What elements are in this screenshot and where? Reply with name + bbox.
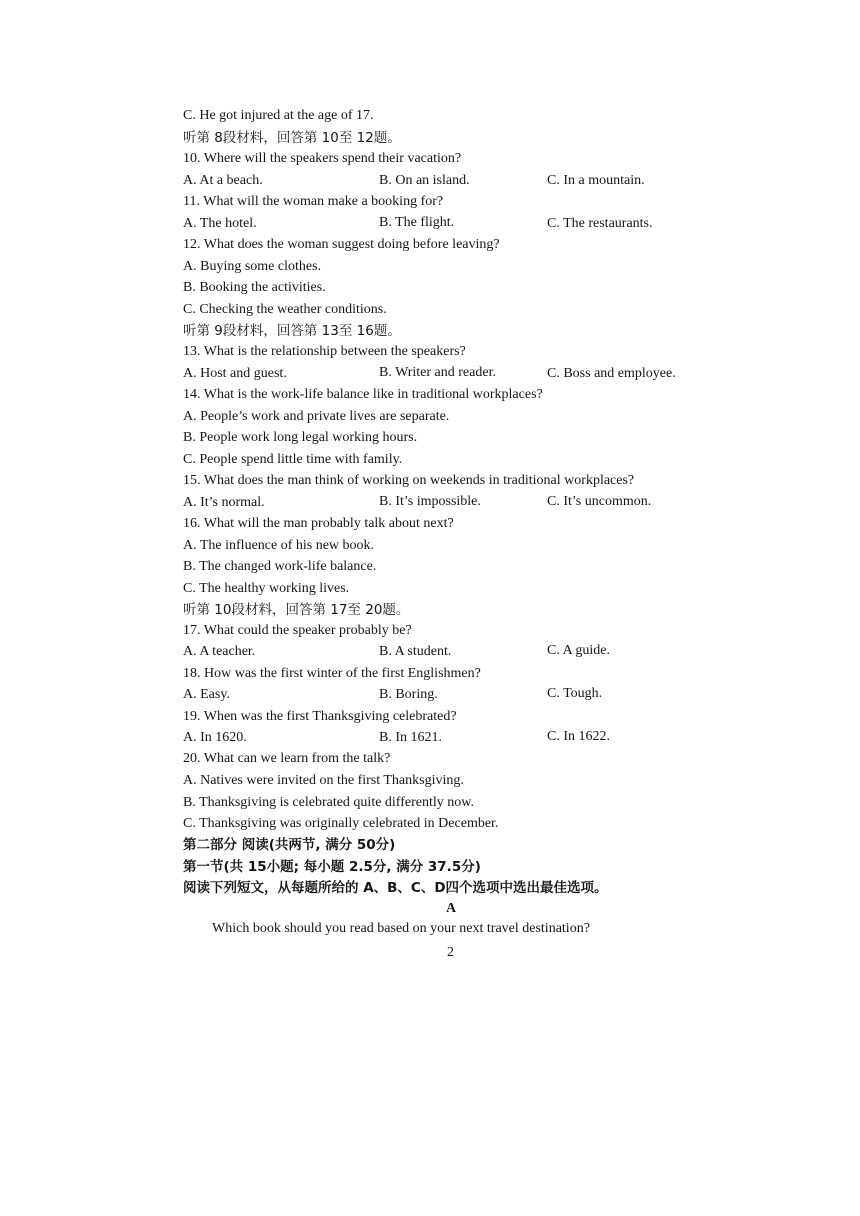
question-12: 12. What does the woman suggest doing before leaving? xyxy=(183,237,500,252)
q20-option-b: B. Thanksgiving is celebrated quite differently now. xyxy=(183,795,474,810)
question-20: 20. What can we learn from the talk? xyxy=(183,751,391,766)
q10-option-c: C. In a mountain. xyxy=(547,173,645,188)
q16-option-b: B. The changed work-life balance. xyxy=(183,559,377,574)
question-14: 14. What is the work-life balance like in traditional workplaces? xyxy=(183,387,543,402)
q15-option-a: A. It’s normal. xyxy=(183,495,265,510)
q14-option-b: B. People work long legal working hours. xyxy=(183,430,418,445)
passage-intro: Which book should you read based on your next travel destination? xyxy=(212,921,590,936)
question-13: 13. What is the relationship between the speakers? xyxy=(183,344,466,359)
q20-option-a: A. Natives were invited on the first Thanksgiving. xyxy=(183,773,464,788)
section-instruction-8: 听第 8段材料，回答第 10至 12题。 xyxy=(183,130,401,146)
reading-instructions: 阅读下列短文，从每题所给的 A、B、C、D四个选项中选出最佳选项。 xyxy=(183,880,608,896)
q10-option-a: A. At a beach. xyxy=(183,173,263,188)
q19-option-c: C. In 1622. xyxy=(547,729,610,744)
q18-option-b: B. Boring. xyxy=(379,687,438,702)
q14-option-a: A. People’s work and private lives are separate. xyxy=(183,409,450,424)
q14-option-c: C. People spend little time with family. xyxy=(183,452,403,467)
page-number: 2 xyxy=(447,945,454,960)
q11-option-c: C. The restaurants. xyxy=(547,216,653,231)
q18-option-c: C. Tough. xyxy=(547,686,603,701)
q17-option-c: C. A guide. xyxy=(547,643,611,658)
q12-option-c: C. Checking the weather conditions. xyxy=(183,302,387,317)
question-16: 16. What will the man probably talk about next? xyxy=(183,516,454,531)
part-two-heading: 第二部分 阅读(共两节, 满分 50分) xyxy=(183,837,396,853)
q20-option-c: C. Thanksgiving was originally celebrated in December. xyxy=(183,816,499,831)
q9-option-c: C. He got injured at the age of 17. xyxy=(183,108,374,123)
q11-option-a: A. The hotel. xyxy=(183,216,257,231)
q17-option-a: A. A teacher. xyxy=(183,644,256,659)
q15-option-c: C. It’s uncommon. xyxy=(547,494,652,509)
q15-option-b: B. It’s impossible. xyxy=(379,494,481,509)
question-10: 10. Where will the speakers spend their vacation? xyxy=(183,151,462,166)
q13-option-a: A. Host and guest. xyxy=(183,366,287,381)
passage-letter: A xyxy=(446,901,457,916)
section-instruction-9: 听第 9段材料，回答第 13至 16题。 xyxy=(183,323,401,339)
q13-option-b: B. Writer and reader. xyxy=(379,365,496,380)
q10-option-b: B. On an island. xyxy=(379,173,470,188)
q13-option-c: C. Boss and employee. xyxy=(547,366,676,381)
q17-option-b: B. A student. xyxy=(379,644,452,659)
q12-option-b: B. Booking the activities. xyxy=(183,280,326,295)
q12-option-a: A. Buying some clothes. xyxy=(183,259,322,274)
q11-option-b: B. The flight. xyxy=(379,215,455,230)
question-19: 19. When was the first Thanksgiving celebrated? xyxy=(183,709,457,724)
section-one-heading: 第一节(共 15小题; 每小题 2.5分, 满分 37.5分) xyxy=(183,859,481,875)
q18-option-a: A. Easy. xyxy=(183,687,230,702)
question-17: 17. What could the speaker probably be? xyxy=(183,623,412,638)
q16-option-c: C. The healthy working lives. xyxy=(183,581,350,596)
q19-option-b: B. In 1621. xyxy=(379,730,442,745)
q16-option-a: A. The influence of his new book. xyxy=(183,538,375,553)
question-11: 11. What will the woman make a booking for? xyxy=(183,194,444,209)
q19-option-a: A. In 1620. xyxy=(183,730,247,745)
question-15: 15. What does the man think of working on weekends in traditional workplaces? xyxy=(183,473,635,488)
section-instruction-10: 听第 10段材料，回答第 17至 20题。 xyxy=(183,602,410,618)
question-18: 18. How was the first winter of the first Englishmen? xyxy=(183,666,481,681)
